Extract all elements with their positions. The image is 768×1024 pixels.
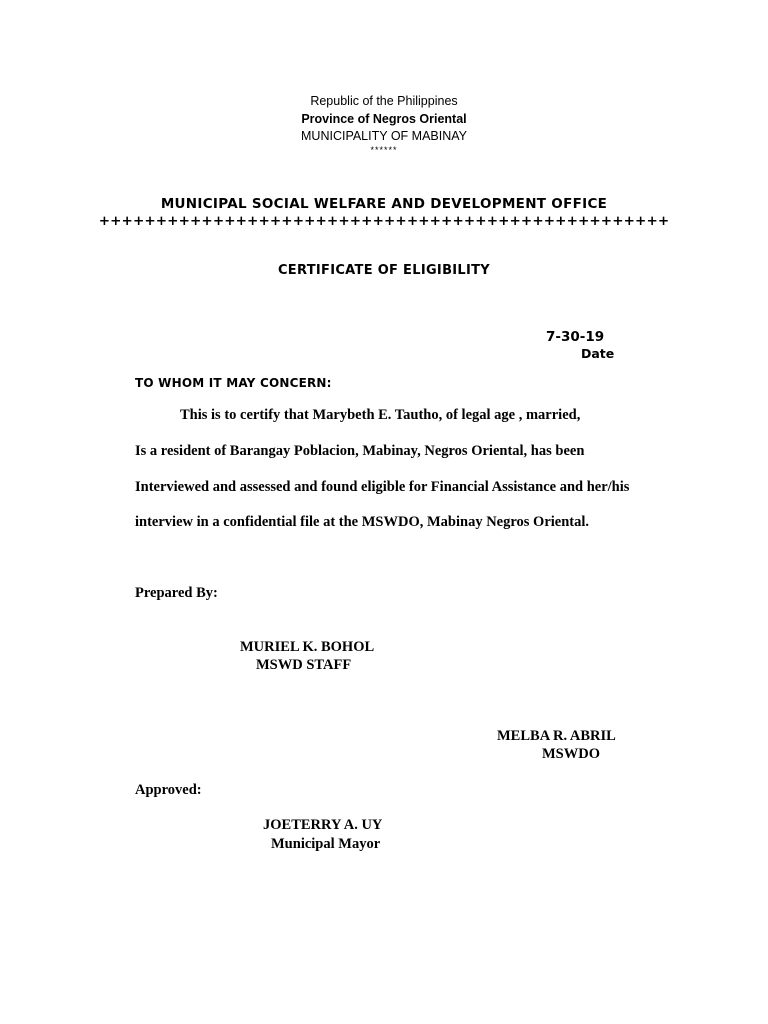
officer-title: MSWDO <box>542 746 600 762</box>
body-line-3: Interviewed and assessed and found eligible for Financial Assistance and her/his <box>135 479 630 495</box>
date-value: 7-30-19 <box>546 329 605 345</box>
header-republic: Republic of the Philippines <box>310 94 458 108</box>
salutation: TO WHOM IT MAY CONCERN: <box>135 376 332 390</box>
preparer-name: MURIEL K. BOHOL <box>240 639 375 655</box>
date-label: Date <box>581 346 615 361</box>
prepared-by-label: Prepared By: <box>135 585 218 601</box>
header-municipality: MUNICIPALITY OF MABINAY <box>301 129 467 143</box>
body-line-2: Is a resident of Barangay Poblacion, Mabinay, Negros Oriental, has been <box>135 443 585 459</box>
certificate-title: CERTIFICATE OF ELIGIBILITY <box>277 263 491 278</box>
body-line-4: interview in a confidential file at the MSWDO, Mabinay Negros Oriental. <box>135 514 590 530</box>
officer-name: MELBA R. ABRIL <box>497 728 616 744</box>
approver-name: JOETERRY A. UY <box>263 817 383 833</box>
office-name: MUNICIPAL SOCIAL WELFARE AND DEVELOPMENT OFFICE <box>160 196 608 212</box>
approver-title: Municipal Mayor <box>271 836 381 852</box>
body-line-1: This is to certify that Marybeth E. Tautho, of legal age , married, <box>180 407 581 423</box>
header-stars-divider: ****** <box>370 145 398 155</box>
office-divider: ++++++++++++++++++++++++++++++++++++++++++++++++++ <box>98 213 670 229</box>
approved-label: Approved: <box>135 782 202 798</box>
header-province: Province of Negros Oriental <box>301 112 467 126</box>
preparer-title: MSWD STAFF <box>256 657 352 673</box>
